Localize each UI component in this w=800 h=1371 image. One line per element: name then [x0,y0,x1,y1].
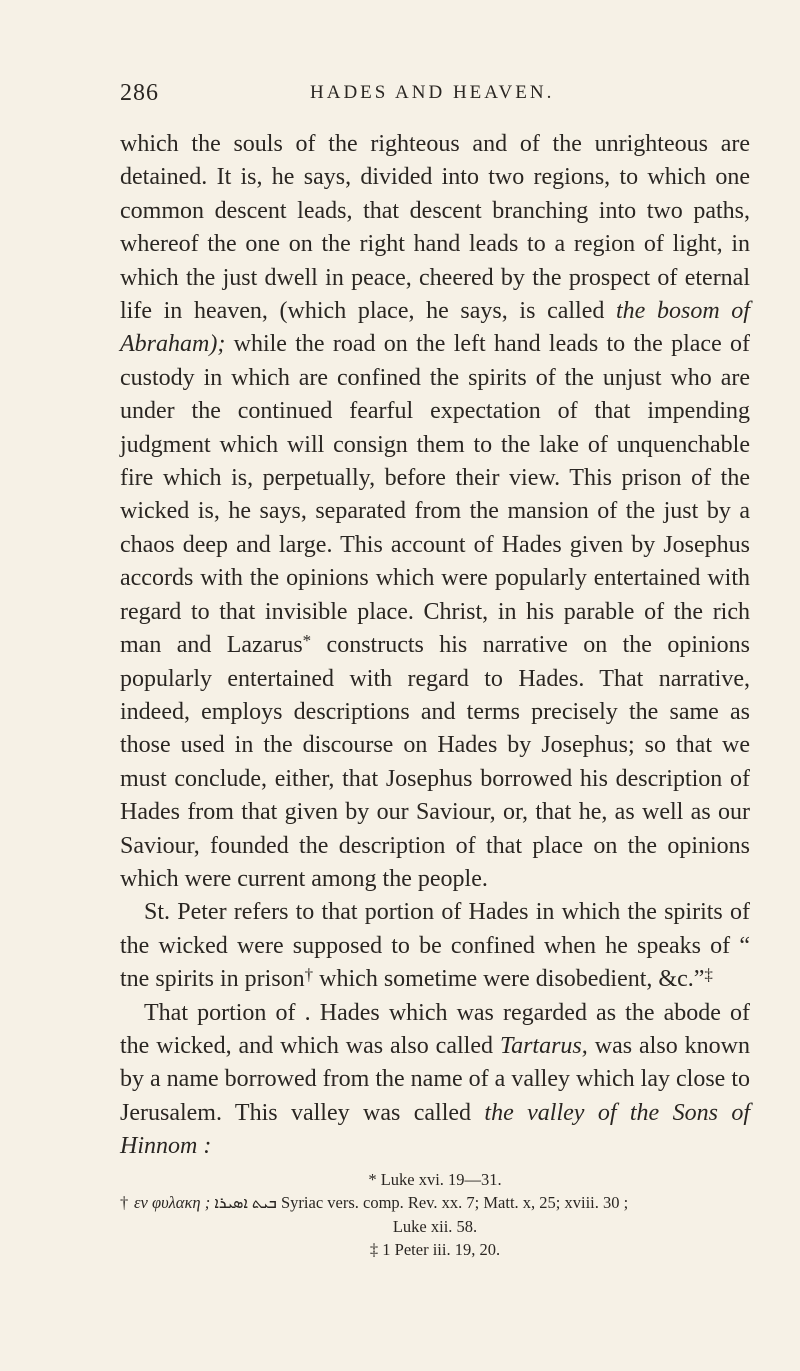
paragraph-1 [120,128,750,896]
p3-text-b: was also known by a name borrowed from the name of a valley which lay close to Jerusalem. This valley was called [120,1032,750,1126]
footnote-2-syriac: ܒܝܬ ܐܣܝܪܐ [214,1195,277,1212]
footnote-ref-star: * [302,631,312,651]
p1-text-b: while the road on the left hand leads to the place of custody in which are confined the spirits of the unjust who are under the continued fearful expectation of that impending judgment which will consign them to the lake of unquenchable fire which is, perpetually, before their view. This prison of the wicked is, he says, separated from the mansion of the just by a chaos deep and large. This account of Hades given by Josephus accords with the opinions which were popularly entertained with regard to that invisible place. Christ, in his parable of the rich man and Lazarus [120,331,750,659]
p1-italic: the bosom of Abraham); [120,298,750,358]
p1-text-c: constructs his narrative on the opinions popularly entertained with regard to Hades. That narrative, indeed, employs descriptions and terms precisely the same as those used in the discourse on Hades by Josephus; so that we must conclude, either, that Josephus borrowed his description of Hades from that given by our Saviour, or, that he, as well as our Saviour, founded the description of that place on the opinions which were current among the people. [120,632,751,892]
footnote-2-symbol: † [120,1193,129,1212]
p3-italic-2: the valley of the Sons of Hinnom : [120,1099,750,1160]
footnotes [120,1168,750,1261]
footnote-2-greek: εν φυλακη ; [134,1193,211,1212]
footnote-2-text: Syriac vers. comp. Rev. xx. 7; Matt. x, 25; xviii. 30 ; [276,1193,629,1212]
paragraph-2 [120,896,750,996]
p1-text-a: which the souls of the righteous and of the unrighteous are detained. It is, he says, divided into two regions, to which one common descent leads, that descent branching into two paths, whereof the one on the right hand leads to a region of light, in which the just dwell in peace, cheered by the prospect of eternal life in heaven, (which place, he says, is called [120,131,750,325]
p3-text-a: That portion of . Hades which was regarded as the abode of the wicked, and which was also called [120,999,750,1059]
footnote-3: ‡ 1 Peter iii. 19, 20. [369,1240,501,1259]
p3-italic-1: Tartarus, [499,1032,588,1059]
footnote-2 [120,1191,750,1215]
page-header [120,80,740,120]
body-text [120,128,750,1164]
p2-text-a: St. Peter refers to that portion of Hades in which the spirits of the wicked were supposed to be confined when he speaks of “ tne spirits in prison [120,899,750,993]
footnote-1: * Luke xvi. 19—31. [368,1170,502,1189]
p2-text-b: which sometime were disobedient, &c.” [313,966,705,993]
footnote-ref-double-dagger: ‡ [704,965,713,985]
footnote-2-continuation: Luke xii. 58. [392,1217,478,1236]
footnote-ref-dagger: † [304,965,314,985]
page-number: 286 [120,80,159,106]
paragraph-3 [120,997,750,1164]
running-title: HADES AND HEAVEN. [310,82,555,103]
